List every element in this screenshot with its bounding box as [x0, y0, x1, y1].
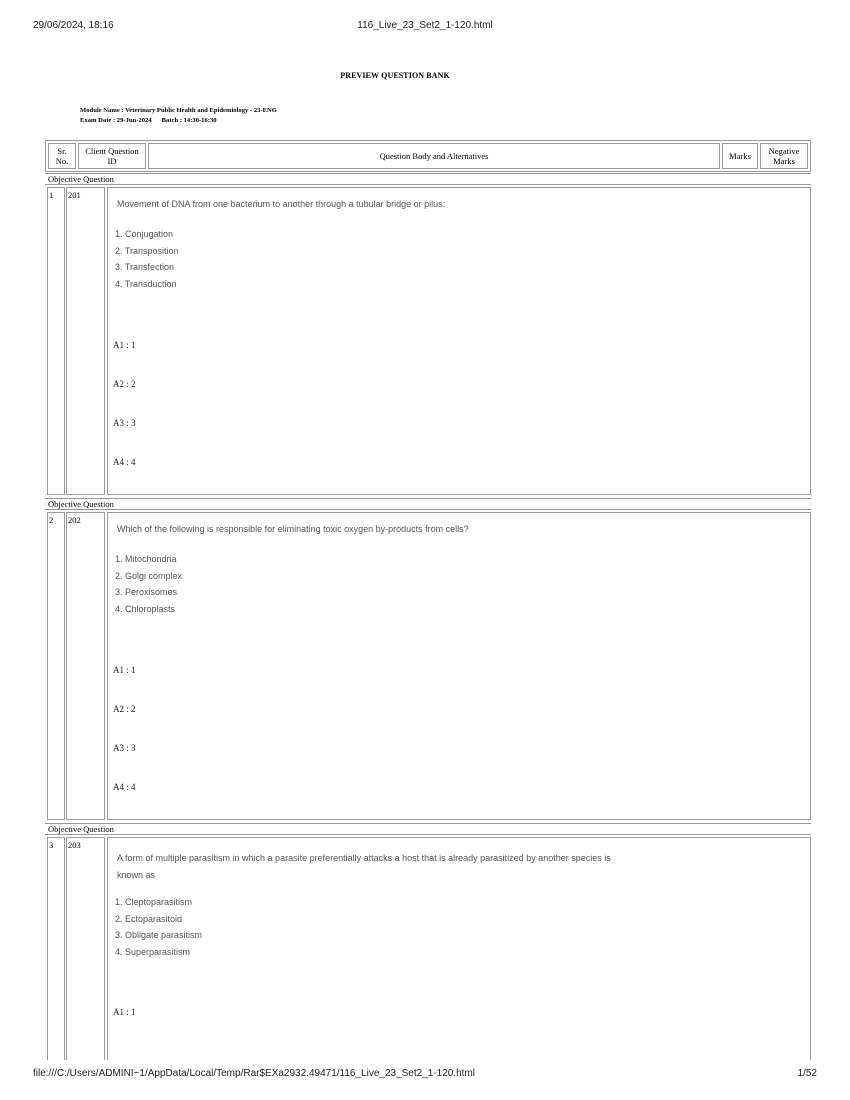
print-footer	[33, 1068, 817, 1082]
exam-date: Exam Date : 29-Jun-2024	[80, 117, 152, 124]
answer-alternative: A3 : 3	[113, 418, 136, 428]
section-label: Objective Question	[45, 173, 811, 185]
print-filename: 116_Live_23_Set2_1-120.html	[357, 20, 493, 31]
answer-alternative: A4 : 4	[113, 457, 136, 467]
page-number: 1/52	[797, 1068, 817, 1079]
question-text: Which of the following is responsible for eliminating toxic oxygen by-products from cells?	[117, 524, 469, 534]
option: 1. Conjugation	[115, 229, 174, 239]
section-label: Objective Question	[45, 823, 811, 835]
answer-alternative: A2 : 2	[113, 379, 136, 389]
answer-alternative: A1 : 1	[113, 340, 136, 350]
exam-batch: Batch : 14:30-16:30	[161, 117, 217, 124]
option: 3. Transfection	[115, 262, 175, 273]
col-negative-marks: Negative Marks	[760, 143, 808, 169]
col-sr-no: Sr. No.	[48, 143, 76, 169]
option: 2. Golgi complex	[115, 570, 183, 581]
answer-alternative: A1 : 1	[113, 665, 136, 675]
answer-alternative: A3 : 3	[113, 743, 136, 753]
option: 4. Superparasitism	[115, 947, 191, 958]
question-text: A form of multiple parasitism in which a parasite preferentially attacks a host that is already parasitized by another species is known as	[117, 853, 611, 880]
question-text: Movement of DNA from one bacterium to another through a tubular bridge or pilus:	[117, 199, 446, 209]
print-header	[33, 20, 817, 34]
options-list	[115, 894, 202, 961]
answer-alternative: A1 : 1	[113, 1007, 136, 1017]
option: 2. Transposition	[115, 245, 179, 256]
answer-alternative: A4 : 4	[113, 782, 136, 792]
option: 1. Mitochondria	[115, 554, 177, 564]
option: 1. Cleptoparasitism	[115, 897, 193, 907]
answer-alternative: A2 : 2	[113, 704, 136, 714]
option: 3. Peroxisomes	[115, 587, 178, 598]
col-client-question-id: Client Question ID	[78, 143, 146, 169]
module-name: Module Name : Veterinary Public Health and Epidemiology - 23-ENG	[80, 107, 277, 114]
print-datetime: 29/06/2024, 18:16	[33, 20, 114, 31]
question-body	[107, 187, 811, 495]
option: 4. Chloroplasts	[115, 604, 176, 615]
serial-number: 2	[47, 512, 65, 820]
option: 4. Transduction	[115, 279, 177, 290]
question-table	[45, 140, 811, 1060]
file-path: file:///C:/Users/ADMINI~1/AppData/Local/Temp/Rar$EXa2932.49471/116_Live_23_Set2_1-120.html	[33, 1068, 476, 1079]
exam-info	[80, 117, 217, 124]
question-row	[45, 510, 811, 822]
question-row	[45, 835, 811, 1060]
table-header	[45, 140, 811, 172]
page-title: PREVIEW QUESTION BANK	[340, 71, 450, 80]
section-label: Objective Question	[45, 498, 811, 510]
col-question-body: Question Body and Alternatives	[148, 143, 720, 169]
options-list	[115, 226, 179, 293]
col-marks: Marks	[722, 143, 758, 169]
options-list	[115, 551, 182, 618]
question-body	[107, 837, 811, 1060]
client-question-id: 201	[66, 187, 105, 495]
option: 2. Ectoparasitoid	[115, 913, 183, 924]
question-row	[45, 185, 811, 497]
client-question-id: 202	[66, 512, 105, 820]
serial-number: 1	[47, 187, 65, 495]
question-body	[107, 512, 811, 820]
client-question-id: 203	[66, 837, 105, 1060]
serial-number: 3	[47, 837, 65, 1060]
option: 3. Obligate parasitism	[115, 930, 203, 941]
